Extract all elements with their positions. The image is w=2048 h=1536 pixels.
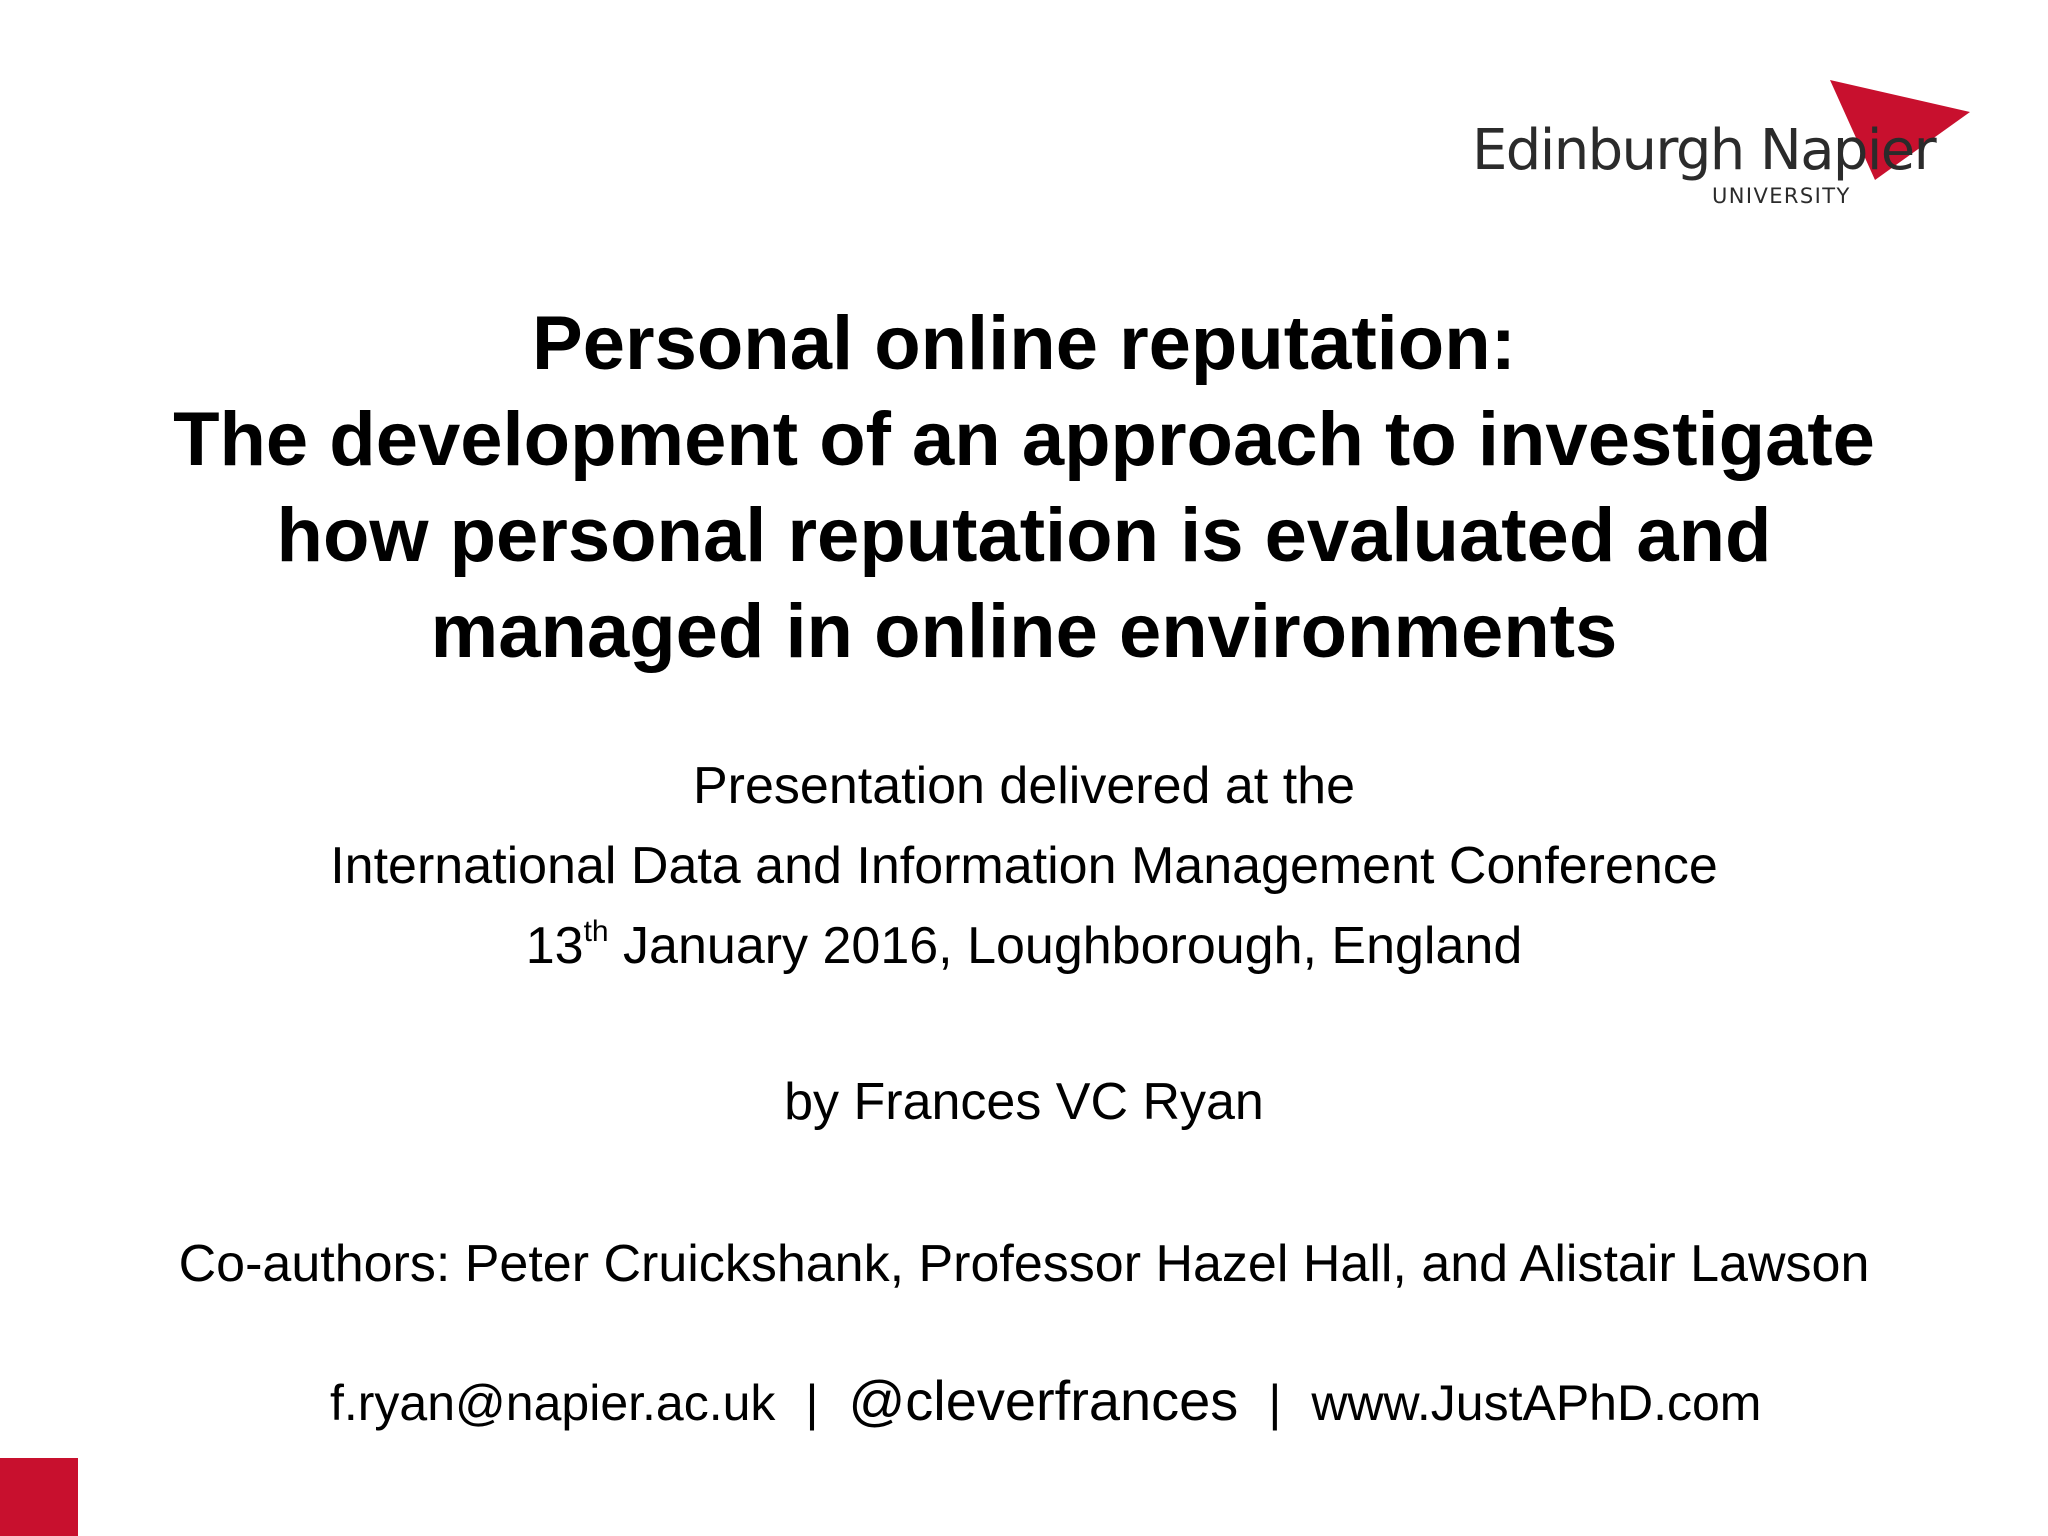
title-line-4: managed in online environments [430,589,1618,674]
date-suffix: th [583,914,609,948]
presentation-info [0,746,2048,986]
title-line-1: Personal online reputation: [532,301,1516,386]
presentation-line-2: International Data and Information Management Conference [330,837,1718,895]
coauthors-line: Co-authors: Peter Cruickshank, Professor Hazel Hall, and Alistair Lawson [178,1235,1870,1293]
presentation-date [0,906,2048,986]
contact-separator: | [805,1375,819,1431]
presentation-line-1: Presentation delivered at the [693,757,1355,815]
logo-name: Edinburgh Napier [1472,118,1936,183]
author-line: by Frances VC Ryan [784,1073,1264,1131]
title-line-3: how personal reputation is evaluated and [276,493,1772,578]
date-rest: January 2016, Loughborough, England [608,917,1523,975]
twitter-handle[interactable]: @cleverfrances [848,1369,1239,1432]
corner-accent-square [0,1458,78,1536]
title-line-2: The development of an approach to investigate [173,397,1875,482]
slide-title [0,296,2048,680]
email-link[interactable]: f.ryan@napier.ac.uk [330,1375,776,1431]
university-logo [1460,70,1980,220]
website-link[interactable]: www.JustAPhD.com [1311,1375,1762,1431]
logo-subtitle: UNIVERSITY [1712,184,1851,208]
contact-separator: | [1268,1375,1282,1431]
contact-line [330,1368,1761,1438]
date-day: 13 [525,917,584,975]
